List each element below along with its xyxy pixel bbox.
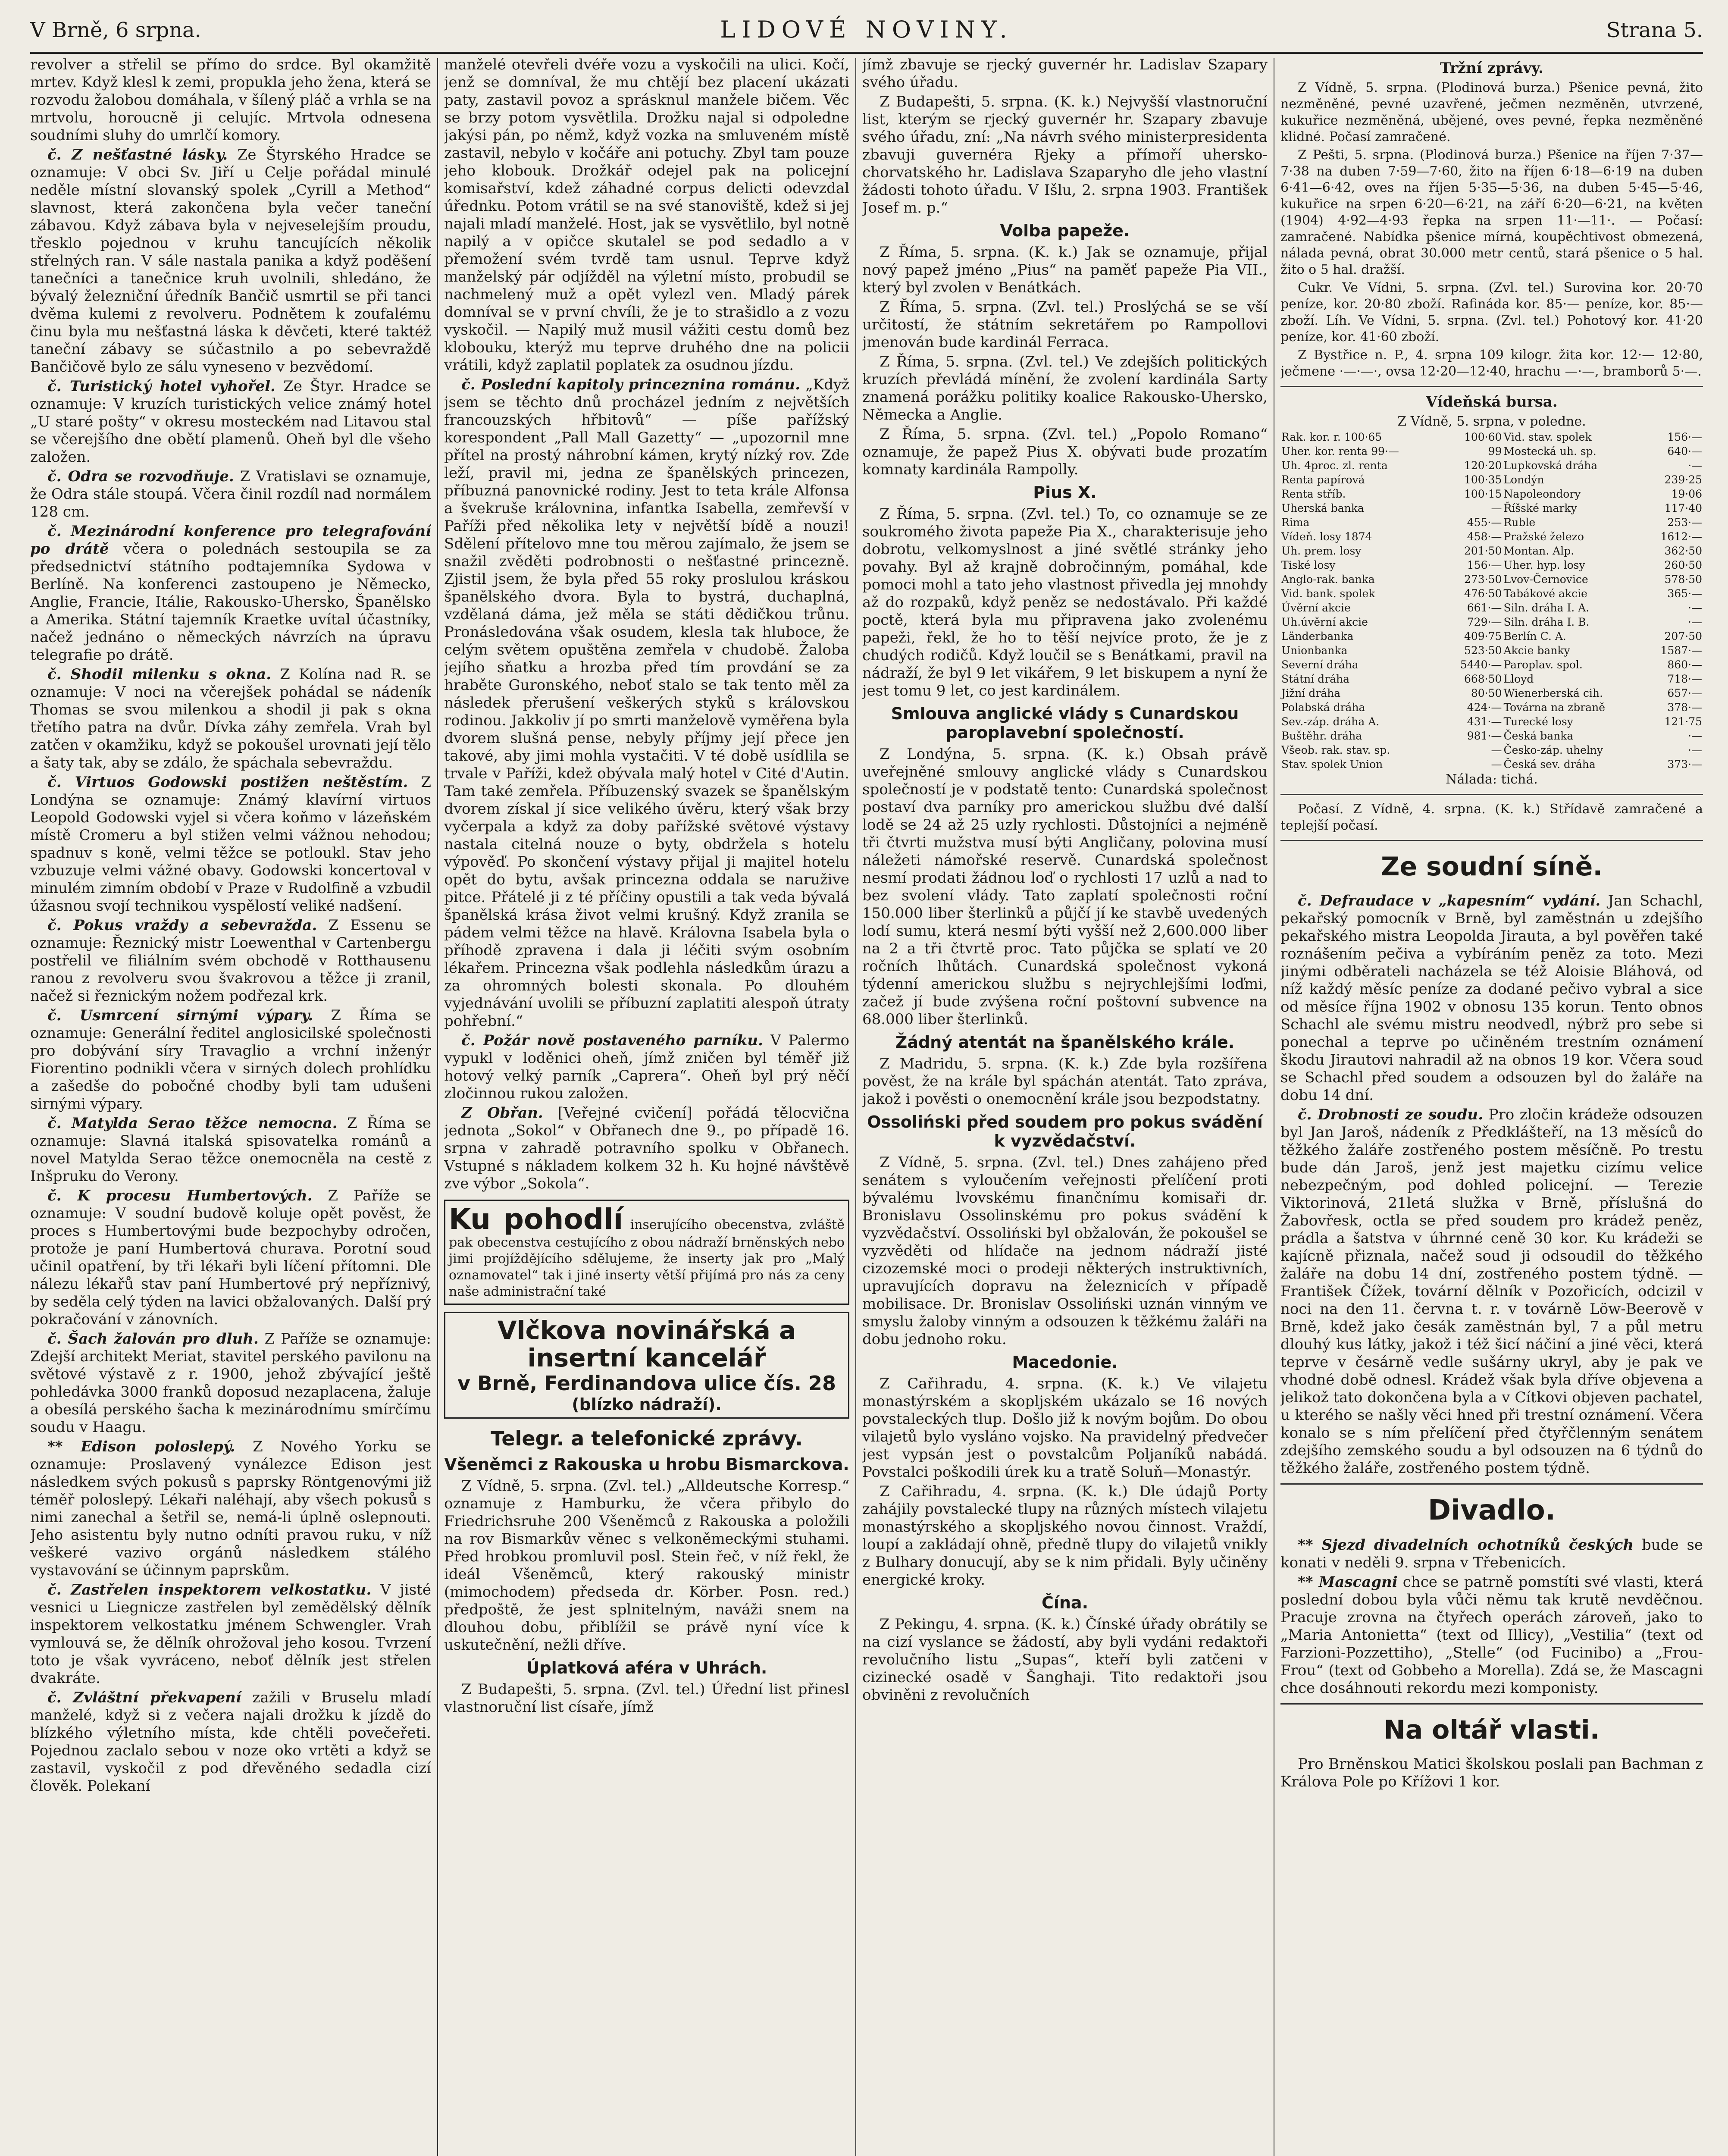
stock-name: Mostecká uh. sp. bbox=[1503, 445, 1597, 458]
article-title: č. K procesu Humbertových. bbox=[47, 1187, 313, 1204]
article-title: č. Pokus vraždy a sebevražda. bbox=[47, 917, 317, 934]
article bbox=[30, 774, 431, 915]
article-body: [Veřejné cvičení] pořádá tělocvična jednota „Sokol“ v Obřanech dne 9., po případě 16. srpna v zahradě potravního spolku v Obřanech. Vstupné s nákladem kolkem 32 h. Ku hojné návštěvě zve výbor „Sokola“. bbox=[444, 1104, 849, 1192]
section-title-theatre: Divadlo. bbox=[1428, 1495, 1556, 1526]
stock-name: Státní dráha bbox=[1281, 673, 1350, 685]
stock-price: 378·— bbox=[1667, 701, 1702, 714]
stock-name: Továrna na zbraně bbox=[1503, 701, 1606, 714]
stock-row bbox=[1280, 643, 1703, 658]
article bbox=[30, 378, 431, 466]
article-title: č. Zastřelen inspektorem velkostatku. bbox=[47, 1581, 372, 1598]
stock-name: Paroplav. spol. bbox=[1503, 658, 1583, 671]
stock-price: — bbox=[1491, 758, 1502, 771]
article-body: Z Vídně, 5. srpna. (Zvl. tel.) „Alldeutsche Korresp.“ oznamuje z Hamburku, že včera přibylo do Friedrichsruhe 200 Všeněmců z Rakouska a položili na rov Bismarkův věnec s velkoněmeckými stuhami. Před hrobkou promluvil posl. Stein řeč, v níž řekl, že ideál Všeněmců, který rakouský ministr (mimochodem) předseda dr. Körber. Posn. red.) předpoště, že jest splnitelným, naváži snem na dlouhou dobu, přiblížil se právě nyní více k uskutečnění, nežli dříve. bbox=[444, 1477, 849, 1654]
stock-price: 661·— bbox=[1467, 602, 1502, 614]
article-title: č. Z nešťastné lásky. bbox=[47, 146, 228, 163]
stock-price: 156·— bbox=[1467, 559, 1502, 571]
bourse-subtitle: Z Vídně, 5. srpna, v poledne. bbox=[1397, 414, 1586, 429]
article-title: č. Poslední kapitoly princeznina románu. bbox=[461, 376, 800, 393]
divider bbox=[1280, 1703, 1703, 1705]
article-body: Z Říma, 5. srpna. (Zvl. tel.) Ve zdejších politických kruzích převládá mínění, že zvolení kardinála Sarty znamená porážku politiky koalice Rakousko-Uhersko, Německa a Anglie. bbox=[862, 353, 1268, 423]
stock-name: Lloyd bbox=[1503, 673, 1534, 685]
stock-row bbox=[1280, 629, 1703, 643]
stock-name: Renta stříb. bbox=[1281, 488, 1346, 500]
article-body: Z Nového Yorku se oznamuje: Proslavený vynálezce Edison jest následkem svých pokusů s paprsky Röntgenovými již téměř poloslepý. Lékaři naléhají, aby všech pokusů s nimi zanechal a šetřil se, nemá-li úplně oslepnouti. Jeho asistentu byly nutno odníti pravou ruku, v níž veškeré vazivo orgánů následkem stálého vystavování se účinnym paprskům. bbox=[30, 1438, 431, 1579]
column-4 bbox=[1280, 56, 1703, 2156]
stock-price: ·— bbox=[1688, 602, 1702, 614]
article-title: č. Usmrcení sirnými výpary. bbox=[47, 1007, 313, 1024]
article bbox=[1280, 1106, 1703, 1477]
stock-name: Tiské losy bbox=[1281, 559, 1336, 571]
article-body: bude se konati v neděli 9. srpna v Třebenicích. bbox=[1280, 1536, 1703, 1571]
article-title: č. Defraudace v „kapesním“ vydání. bbox=[1298, 892, 1601, 909]
stock-price: 729·— bbox=[1467, 616, 1502, 628]
stock-name: Lvov-Černovice bbox=[1503, 573, 1588, 586]
article bbox=[30, 666, 431, 772]
masthead: LIDOVÉ NOVINY. bbox=[720, 16, 1013, 43]
article-body: Z Říma, 5. srpna. (Zvl. tel.) Proslýchá se se vší určitostí, že státním sekretářem po Rampollovi jmenován bude kardinál Ferraca. bbox=[862, 298, 1268, 351]
article bbox=[30, 523, 431, 664]
stock-name: Rima bbox=[1281, 516, 1310, 529]
stock-name: Vid. stav. spolek bbox=[1503, 431, 1592, 443]
ad-subtitle: (blízko nádraží). bbox=[572, 1395, 722, 1414]
article-body: Z Říma, 5. srpna. (K. k.) Jak se oznamuje, přijal nový papež jméno „Pius“ na paměť papeže Pia VII., který byl zvolen v Benátkách. bbox=[862, 244, 1268, 296]
stock-name: Uher. kor. renta 99·— bbox=[1281, 445, 1399, 458]
article-title: č. Šach žalován pro dluh. bbox=[47, 1330, 259, 1348]
stock-row bbox=[1280, 729, 1703, 743]
article-body: Z Pekingu, 4. srpna. (K. k.) Čínské úřady obrátily se na cizí vyslance se žádostí, aby byli vydáni redaktoři revolučního listu „Supas“, kteří byli zatčeni v cizinecké osadě v Šanghaji. Tito redaktoři jsou obviněni z revolučních bbox=[862, 1616, 1268, 1704]
stock-name: Říšské marky bbox=[1503, 502, 1577, 514]
stock-name: Pražské železo bbox=[1503, 530, 1584, 543]
stock-row bbox=[1280, 572, 1703, 586]
article-body: Ze Štyr. Hradce se oznamuje: V kruzích turistických velice známý hotel „U staré pošty“ v okresu mosteckém nad Litavou stal se včerejšího dne obětí plamenů. Oheň byl dle všeho založen. bbox=[30, 378, 431, 466]
market-report: Cukr. Ve Vídni, 5. srpna. (Zvl. tel.) Surovina kor. 20·70 peníze, kor. 20·80 zboží. Rafináda kor. 85·— peníze, kor. 85·— zboží. Líh. Ve Vídni, 5. srpna. (Zvl. tel.) Pohotový kor. 41·20 peníze, kor. 41·60 zboží. bbox=[1280, 280, 1703, 345]
column-divider bbox=[437, 58, 438, 2156]
article-body: Z Cařihradu, 4. srpna. (K. k.) Ve vilajetu monastýrském a skopljském ukázalo se 16 nových povstaleckých tlup. Došlo již k novým bojům. Do obou vilajetů bylo vysláno vojsko. Na pravidelný předvečer jest vypsán jest o povstalcům Poljaníků nabádá. Povstalci poškodili úrek ku a tratě Soluň—Monastýr. bbox=[862, 1375, 1268, 1481]
article-body: V jisté vesnici u Liegnicze zastřelen byl zemědělský dělník inspektorem velkostatku jménem Schwengler. Vrah vymlouvá se, že dělník ohrožoval jeho kosou. Tvrzení toto je však vyvráceno, neboť dělník jest střelen dvakráte. bbox=[30, 1581, 431, 1687]
market-report: Z Vídně, 5. srpna. (Plodinová burza.) Pšenice pevná, žito nezměněné, pevné uzavřené, ječmen nezměněn, utvrzené, kukuřice nezměněná, ubějené, oves pevné, řepka nezměněné klidné. Počasí zamračené. bbox=[1280, 80, 1703, 144]
stock-price: 373·— bbox=[1667, 758, 1702, 771]
article-continuation: jímž zbavuje se rjecký guvernér hr. Ladislav Szapary svého úřadu. bbox=[862, 56, 1268, 91]
stock-price: 99 bbox=[1488, 445, 1502, 458]
stock-name: Montan. Alp. bbox=[1503, 545, 1575, 557]
stock-price: 273·50 bbox=[1464, 573, 1502, 586]
stock-name: Česko-záp. uhelny bbox=[1503, 744, 1603, 756]
article bbox=[30, 1330, 431, 1436]
article-title: č. Turistický hotel vyhořel. bbox=[47, 378, 275, 395]
weather-report: Počasí. Z Vídně, 4. srpna. (K. k.) Střídavě zamračené a teplejší počasí. bbox=[1280, 802, 1703, 833]
article-body: Z Cařihradu, 4. srpna. (K. k.) Dle údajů Porty zahájily povstalecké tlupy na různých místech vilajetu monastýrského a skopljského novou činnost. Vraždí, loupí a zakládají ohně, předně tlupy do vilajetů vnikly z Bulhary donucují, aby se k nim přidali. Byly učiněny energické kroky. bbox=[862, 1483, 1268, 1589]
bourse-mood: Nálada: tichá. bbox=[1446, 772, 1538, 787]
article-body: Z Říma se oznamuje: Generální ředitel anglosicilské společnosti pro dobývání síry Travaglio a vrchní inženýr Fiorentino podnikli včera v sirných dolech prohlídku a zašedše do pobočné chodby byli tam udušeni sirnými výpary. bbox=[30, 1007, 431, 1112]
stock-price: 523·50 bbox=[1464, 644, 1502, 657]
ad-title: Vlčkova novinářská a insertní kancelář bbox=[497, 1316, 796, 1373]
article-body: Z Londýna se oznamuje: Známý klavírní virtuos Leopold Godowski vyjel si včera koňmo v lázeňském místě Cromeru a byl stižen velmi vážnou nehodou; spadnuv s koně, velmi těžce se potloukl. Stav jeho vzbuzuje velmi vážné obavy. Godowski koncertoval v minulém zimním období v Praze v Rudolfině a vzbudil úžasnou svojí technikou vyspělostí veliké nadšení. bbox=[30, 774, 431, 915]
stock-price: ·— bbox=[1688, 744, 1702, 756]
stock-price: 409·75 bbox=[1464, 630, 1502, 642]
stock-row bbox=[1280, 430, 1703, 444]
stock-name: Severní dráha bbox=[1281, 658, 1359, 671]
stock-price: 1612·— bbox=[1660, 530, 1702, 543]
stock-row bbox=[1280, 530, 1703, 544]
stock-price: ·— bbox=[1688, 459, 1702, 472]
article-title: č. Požár nově postaveného parníku. bbox=[461, 1032, 763, 1049]
article-title: Z Obřan. bbox=[461, 1104, 543, 1122]
stock-row bbox=[1280, 672, 1703, 686]
stock-price: 121·75 bbox=[1664, 715, 1702, 728]
stock-price: 458·— bbox=[1467, 530, 1502, 543]
stock-row bbox=[1280, 714, 1703, 729]
stock-price: 260·50 bbox=[1664, 559, 1702, 571]
article-title: č. Matylda Serao těžce nemocna. bbox=[47, 1115, 338, 1132]
article-body: Z Budapešti, 5. srpna. (K. k.) Nejvyšší vlastnoruční list, kterým se rjecký guvernér hr. Szapary zbavuje svého úřadu, zní: „Na návrh svého ministerpresidenta zbavuji guvernéra Rjeky a přímoří uhersko-chorvatského hr. Ladislava Szaparyho dle jeho vlastní žádosti tohoto úřadu. V Išlu, 2. srpna 1903. František Josef m. p.“ bbox=[862, 93, 1268, 216]
stock-name: Uherská banka bbox=[1281, 502, 1364, 514]
article-body: Z Essenu se oznamuje: Řeznický mistr Loewenthal v Cartenbergu postřelil ve filiálním svém obchodě v Rotthausenu ranou z revolveru svou švakrovou a těžce ji zranil, načež si řeznickým nožem podřezal krk. bbox=[30, 917, 431, 1005]
article bbox=[30, 1115, 431, 1185]
article-headline: Žádný atentát na španělského krále. bbox=[895, 1033, 1235, 1052]
stock-price: 207·50 bbox=[1664, 630, 1702, 642]
article bbox=[1280, 892, 1703, 1104]
stock-name: Polabská dráha bbox=[1281, 701, 1365, 714]
market-report: Z Pešti, 5. srpna. (Plodinová burza.) Pšenice na říjen 7·37—7·38 na duben 7·59—7·60, žito na říjen 6·18—6·19 na duben 6·41—6·42, oves na říjen 5·35—5·36, na duben 5·45—5·46, kukuřice na srpen 6·20—6·21, na září 6·20—6·21, na květen (1904) 4·92—4·93 řepka na srpen 11·—11·. — Počasí: zamračené. Nabídka pšenice mírná, koupěchtivost obmezená, nálada pevná, obrat 30.000 metr centů, stará pšenice o 5 hal. žito o 5 hal. dražší. bbox=[1280, 147, 1703, 277]
stock-price: 120·20 bbox=[1464, 459, 1502, 472]
article bbox=[30, 468, 431, 521]
stock-price: 431·— bbox=[1467, 715, 1502, 728]
ad-headline: Ku pohodlí bbox=[449, 1203, 623, 1236]
stock-price: 657·— bbox=[1667, 687, 1702, 699]
divider bbox=[1280, 386, 1703, 387]
stock-name: Siln. dráha I. A. bbox=[1503, 602, 1590, 614]
section-title-market: Tržní zprávy. bbox=[1440, 60, 1543, 77]
stock-name: Renta papírová bbox=[1281, 473, 1365, 486]
stock-price: 5440·— bbox=[1460, 658, 1502, 671]
stock-name: Stav. spolek Union bbox=[1281, 758, 1383, 771]
stock-name: Úvěrní akcie bbox=[1281, 602, 1351, 614]
stock-row bbox=[1280, 757, 1703, 771]
article bbox=[30, 1689, 431, 1795]
article-body: Pro zločin krádeže odsouzen byl Jan Jaroš, nádeník z Předklášteří, na 13 měsíců do těžkého žaláře zostřeného postem měsíčně. Po trestu bude dán Jaroš, jenž jest majetku cizímu velice nebezpečným, pod dohled policejní. — Terezie Viktorinová, 21letá služka v Brně, příslušná do Žabovřesk, octla se před soudem pro krádež peněz, prádla a šatstva v úhrnné ceně 30 kor. Ku krádeži se kajícně přiznala, načež soud ji odsoudil do těžkého žaláře na dobu 14 dní, zostřeného postem týdně. — František Čížek, tovární dělník v Pozořicích, odcizil v noci na den 11. června t. r. v továrně Löw-Beerově v Brně, kdež jako česák zaměstnán byl, 7 a půl metru dlouhý kus látky, jakož i též šicí náčiní a jiné věci, která teprve v česárně vedle sušárny ukryl, aby je pak ve vhodné době odnesl. Krádež však byla dříve objevena a jelikož tato dokončena byla a v Cítkovi objeven pachatel, u kterého se našly věci hned při trestní oznámení. Včera konalo se s ním přelíčení před čtyřčlenným senátem zdejšího zemského soudu a byl odsouzen na 6 týdnů do těžkého žaláře, zostřeného postem týdně. bbox=[1280, 1106, 1703, 1477]
section-title-telegraph: Telegr. a telefonické zprávy. bbox=[491, 1427, 803, 1450]
article bbox=[30, 917, 431, 1005]
stock-name: Buštěhr. dráha bbox=[1281, 730, 1362, 742]
stock-row bbox=[1280, 501, 1703, 515]
stock-name: Wienerberská cih. bbox=[1503, 687, 1603, 699]
article-body: Z Říma, 5. srpna. (Zvl. tel.) „Popolo Romano“ oznamuje, že papež Pius X. obývati bude prozatím komnaty kardinála Rampolly. bbox=[862, 426, 1268, 478]
article-body: včera o polednách sestoupila se za předsednictví státního podtajemníka Sydowa v Berlíně. Na konferenci zastoupeno je Německo, Anglie, Francie, Itálie, Rakousko-Uhersko, Španělsko a Amerika. Státní tajemník Kraetke uvítal účastníky, načež jednáno o německých návrzích na úpravu telegrafie po drátě. bbox=[30, 540, 431, 664]
section-title-court: Ze soudní síně. bbox=[1381, 852, 1603, 882]
stock-name: Londýn bbox=[1503, 473, 1544, 486]
article-body: Z Paříže se oznamuje: Zdejší architekt Meriat, stavitel perského pavilonu na světové výstavě z r. 1900, jehož zbývající ještě pohledávka 3000 franků doposud nezaplacena, žaluje a obesílá perského šacha k mezinárodnímu smírčímu soudu v Haagu. bbox=[30, 1330, 431, 1436]
header-date: V Brně, 6 srpna. bbox=[30, 18, 201, 42]
article-headline: Čína. bbox=[1041, 1593, 1089, 1612]
article-title: ** Mascagni bbox=[1298, 1573, 1398, 1591]
stock-name: Länderbanka bbox=[1281, 630, 1354, 642]
article-body: Z Vratislavi se oznamuje, že Odra stále stoupá. Včera činil rozdíl nad normálem 128 cm. bbox=[30, 468, 431, 520]
article-body: Z Paříže se oznamuje: V soudní budově koluje opět pověst, že proces s Humbertovými bude bezpochyby odročen, protože je paní Humbertová churava. Porotní soud učinil opatření, by tři lékaři byli líčení přítomni. Dle nálezu lékařů stav paní Humbertové prý nepříznivý, by sedělа celý týden na lavici obžalovaných. Další prý pokračování v zánovních. bbox=[30, 1187, 431, 1328]
column-1 bbox=[30, 56, 431, 2156]
article-headline: Macedonie. bbox=[1012, 1353, 1118, 1372]
article-body: Ze Štyrského Hradce se oznamuje: V obci Sv. Jiří u Celje pořádal minulé neděle místní slovanský spolek „Cyrill a Method“ slavnost, která zakončena byla večer taneční zábavou. Když zábava byla v nejveselejším proudu, třesklo pojednou v kruhu tancujících několik střelných ran. V sále nastala panika a když poděšení tanečníci a tanečnice kruh uvolnili, shledáno, že bývalý železniční úředník Bančič usmrtil se při tanci dvěma kulemi z revolveru. Podnětem k zoufalému činu byla mu nešťastná láska k děvčeti, které taktéž taneční zábavy se súčastnilo a po sebevraždě Bančičově bylo ze sálu vyneseno v bezvědomí. bbox=[30, 146, 431, 376]
stock-row bbox=[1280, 515, 1703, 530]
stock-name: Unionbanka bbox=[1281, 644, 1348, 657]
stock-row bbox=[1280, 601, 1703, 615]
stock-name: Sev.-záp. dráha A. bbox=[1281, 715, 1380, 728]
stock-name: Lupkovská dráha bbox=[1503, 459, 1598, 472]
article-headline: Ossoliński před soudem pro pokus svádění k vyzvědačství. bbox=[867, 1112, 1263, 1150]
article-body: Z Říma se oznamuje: Slavná italská spisovatelka románů a novel Matylda Serao těžce onemocněla na cestě z Inšpruku do Verony. bbox=[30, 1115, 431, 1185]
article bbox=[30, 1187, 431, 1329]
stock-price: 253·— bbox=[1667, 516, 1702, 529]
stock-name: Uher. hyp. losy bbox=[1503, 559, 1585, 571]
article-body: „Když jsem se těchto dnů procházel jedním z největších francouzských hřbitovů“ — píše pařížský korespondent „Pall Mall Gazetty“ — „upozornil mne přítel na prostý náhrobní kámen, krytý nízký rov. Zde leží, pravil mi, jedna ze španělských princezen, příbuzná panovnické rodiny. Jest to teta krále Alfonsa a švekruše královnina, infantka Isabella, zemřevší v Paříži před několika lety v největší bídě a nouzi! Sdělení přítelovo mne tou měrou zajímalo, že jsem se snažil zvěděti podrobnosti o nešťastné princezně. Zjistil jsem, že byla před 55 roky proslulou kráskou španělského dvora. Byla to bystrá, duchaplná, vzdělaná dáma, jež měla se státi dědičkou trůnu. Pronásledována však osudem, klesla tak hluboce, že celým světem opuštěna zemřela v chudobě. Žaloba jejího sňatku a hrozba před tím provdání se za hraběte Guronského, neboť stalo se tak tento měl za následek přerušení veškerých styků s královskou rodinou. Jakkoliv jí po smrti manželově vyměřena byla dvorem slušná pense, nebyly příjmy její přece jen takové, aby jimi mohla vystačiti. V té době usídlila se trvale v Paříži, kdež obývala malý hotel v Cité d'Autin. Tam také zemřela. Příbuzenský svazek se španělským dvorem získal jí sice velikého úvěru, který však brzy vyčerpala a když za doby pařížské světové výstavy nastala citelná nouze o byty, obdržela s hotelu výpověď. Po skončení výstavy přijal ji majitel hotelu opět do bytu, avšak princezna oddala se naružive pitce. Přátelé ji z té příčiny opustili a tak veda bývalá španělská krása život velmi krušný. Když zranila se pádem velmi těžce na hlavě. Královna Isabela byla o příhodě zpravena i dala ji léčiti svým osobním lékařem. Princezna však podlehla následkům úrazu a za ohromných bolesti skonala. Po dlouhém vyjednávání uvolili se příbuzní zaplatiti alespoň útraty pohřební.“ bbox=[444, 376, 849, 1030]
article-title: č. Drobnosti ze soudu. bbox=[1298, 1106, 1484, 1123]
article-headline: Smlouva anglické vlády s Cunardskou paroplavební společností. bbox=[891, 704, 1239, 742]
article-body: Z Říma, 5. srpna. (Zvl. tel.) To, co oznamuje se ze soukromého života papeže Pia X., charakterisuje jeho dobrotu, velkomyslnost a jiné světlé stránky jeho povahy. Byl až krajně dobročinným, pomáhal, kde pomoci mohl a tato jeho vlastnost přivedla jej mnohdy až do rozpaků, když peněz se nedostávalo. Při každé poctě, která byla mu připravena jako zvolenému papeži, řekl, že ho to těší nejvíce proto, že je z chudých rodičů. Když loučil se s Benátkami, pravil na nádraží, že byl 9 let vikářem, 9 let biskupem a nyní že jest tomu 9 let, co jest kardinálem. bbox=[862, 505, 1268, 699]
page-number: Strana 5. bbox=[1606, 18, 1703, 42]
stock-name: Uh.úvěrní akcie bbox=[1281, 616, 1368, 628]
stock-row bbox=[1280, 544, 1703, 558]
divider bbox=[1280, 840, 1703, 841]
ad-address: v Brně, Ferdinandova ulice čís. 28 bbox=[457, 1372, 836, 1395]
stock-name: Vid. bank. spolek bbox=[1281, 587, 1375, 600]
article bbox=[444, 376, 849, 1030]
stock-name: Napoleondory bbox=[1503, 488, 1581, 500]
stock-row bbox=[1280, 473, 1703, 487]
stock-row bbox=[1280, 658, 1703, 672]
stock-row bbox=[1280, 458, 1703, 473]
stock-row bbox=[1280, 743, 1703, 757]
stock-price: ·— bbox=[1688, 730, 1702, 742]
stock-row bbox=[1280, 487, 1703, 501]
stock-price: ·— bbox=[1688, 616, 1702, 628]
column-divider bbox=[855, 58, 856, 2156]
stock-price: 365·— bbox=[1667, 587, 1702, 600]
divider bbox=[1280, 794, 1703, 795]
stock-price: 424·— bbox=[1467, 701, 1502, 714]
stock-name: Česká sev. dráha bbox=[1503, 758, 1596, 771]
article bbox=[30, 146, 431, 376]
stock-name: Vídeň. losy 1874 bbox=[1281, 530, 1372, 543]
stock-row bbox=[1280, 615, 1703, 629]
stock-row bbox=[1280, 444, 1703, 458]
article-body: Z Vídně, 5. srpna. (Zvl. tel.) Dnes zahájeno před senátem s vyloučením veřejnosti přelíčení proti bývalému lvovskému finančnímu komisaři dr. Bronislavu Ossolinskému pro pokus svádění k vyzvědačství. Ossoliński byl obžalován, že pokoušel se vyzvěděti od hlídače na jednom nádraží jisté cizozemské moci o prodeji některých instruktivních, upravujících dopravu na železnicích v případě mobilisace. Dr. Bronislav Ossoliński uznán vinným ve smyslu žaloby vinným a odsouzen k těžkému žaláři na dobu jednoho roku. bbox=[862, 1154, 1268, 1348]
article-body: chce se patrně pomstíti své vlasti, která poslední dobou byla vůči němu tak krutě nevděčnou. Pracuje zrovna na čtyřech operách zároveň, jako to „Maria Antonietta“ (text od Illicy), „Vestilia“ (text od Farzioni-Pozzettiho), „Stelle“ (od Fucinibo) a „Frou-Frou“ (text od Gobbeho a Morella). Zdá se, že Mascagni chce dosáhnouti rekordu mezi komponisty. bbox=[1280, 1573, 1703, 1697]
article bbox=[30, 1007, 431, 1113]
article bbox=[444, 1104, 849, 1193]
stock-price: 100·15 bbox=[1464, 488, 1502, 500]
article-body: Z Londýna, 5. srpna. (K. k.) Obsah právě uveřejněné smlouvy anglické vlády s Cunardskou společností je v podstatě tento: Cunardská společnost postaví dva parníky pro americkou službu dvé další lodě se 24 až 25 uzly rychlosti. Důstojníci a nejméně tři čtvrti mužstva musí býti Angličany, polovina musí náležeti námořské reservě. Cunardská společnost nesmí prodati žádnou loď o rychlosti 17 uzlů a nad to bez svolení vlády. Tato zaplatí společnosti roční 150.000 liber šterlinků a půjčí jí ke stavbě uvedených lodí sumu, která nesmí býti vyšší než 2,600.000 liber na 2 a tři čtvrtě proc. Tato půjčka se splatí ve 20 ročních lhůtách. Cunardská společnost vykoná týdenní americkou službu s nejrychlejšími loďmi, začež jí bude zvýšena roční poštovní subvence na 68.000 liber šterlinků. bbox=[862, 746, 1268, 1028]
article-title: ** Sjezd divadelních ochotníků českých bbox=[1298, 1536, 1634, 1554]
article-title: č. Odra se rozvodňuje. bbox=[47, 468, 234, 485]
stock-price: 80·50 bbox=[1471, 687, 1502, 699]
article bbox=[30, 1581, 431, 1687]
stock-row bbox=[1280, 700, 1703, 714]
stock-price: 117·40 bbox=[1664, 502, 1702, 514]
stock-price: 981·— bbox=[1467, 730, 1502, 742]
advertisement-ku-pohodli bbox=[444, 1200, 849, 1305]
article-headline: Pius X. bbox=[1033, 483, 1097, 502]
stock-price: 100·60 bbox=[1464, 431, 1502, 443]
article-title: č. Shodil milenku s okna. bbox=[47, 666, 272, 683]
column-3 bbox=[862, 56, 1268, 2156]
stock-name: Ruble bbox=[1503, 516, 1536, 529]
article-title: č. Zvláštní překvapení bbox=[47, 1689, 241, 1706]
stock-price: 668·50 bbox=[1464, 673, 1502, 685]
stock-price: 640·— bbox=[1667, 445, 1702, 458]
ad-text: inserujícího obecenstva, zvláště pak obecenstva cestujícího z obou nádraží brněnských nebo jimi projíždějícího sdělujeme, že inserty jak pro „Malý oznamovatel“ tak i jiné inserty větší přijímá pro nás za ceny naše administrační také bbox=[449, 1217, 845, 1299]
article-title: č. Mezinárodní konference pro telegrafování po drátě bbox=[30, 523, 431, 558]
stock-price: 1587·— bbox=[1660, 644, 1702, 657]
stock-name: Turecké losy bbox=[1503, 715, 1573, 728]
stock-name: Rak. kor. r. 100·65 bbox=[1281, 431, 1382, 443]
article-headline: Úplatková aféra v Uhrách. bbox=[526, 1658, 767, 1677]
stock-name: Uh. 4proc. zl. renta bbox=[1281, 459, 1388, 472]
stock-row bbox=[1280, 558, 1703, 572]
stock-name: Všeob. rak. stav. sp. bbox=[1281, 744, 1390, 756]
section-title-bourse: Vídeňská bursa. bbox=[1426, 393, 1558, 411]
stock-name: Uh. prem. losy bbox=[1281, 545, 1362, 557]
stock-price: 476·50 bbox=[1464, 587, 1502, 600]
stock-price: — bbox=[1491, 744, 1502, 756]
stock-name: Jižní dráha bbox=[1281, 687, 1341, 699]
article-headline: Volba papeže. bbox=[1000, 221, 1130, 240]
stock-price: 455·— bbox=[1467, 516, 1502, 529]
page-header bbox=[30, 13, 1703, 54]
article bbox=[444, 1032, 849, 1103]
stock-name: Tabákové akcie bbox=[1503, 587, 1587, 600]
stock-price: 578·50 bbox=[1664, 573, 1702, 586]
article bbox=[30, 1438, 431, 1579]
article-body: Jan Schachl, pekařský pomocník v Brně, byl zaměstnán u zdejšího pekařského mistra Leopolda Jirauta, a byl pověřen také roznášením pečiva a vybíráním peněz za toto. Mezi jinými odběrateli nacházela se též Aloisie Bláhová, od níž každý měsíc peníze za dodané pečivo vybral a sice od měsíce října 1902 v obnosu 135 korun. Tento obnos Schachl ale svému mistru neodvedl, nýbrž pro sebe si ponechal a teprve po učiněném trestním oznámení škodu Jirautovi nahradil až na obnos 19 kor. Včera soud se Schachl před soudem a odsouzen byl do žaláře na dobu 14 dní. bbox=[1280, 892, 1703, 1104]
article-headline: Všeněmci z Rakouska u hrobu Bismarckova. bbox=[444, 1455, 849, 1474]
article-continuation: revolver a střelil se přímo do srdce. Byl okamžitě mrtev. Když klesl k zemi, propukla jeho žena, která se rozvodu žalobou domáhala, v šílený pláč a vrhla se na mrtvolu, horoucně ji celujíc. Mrtvola odnesena soudními sluhy do umrlčí komory. bbox=[30, 56, 431, 144]
article bbox=[1280, 1573, 1703, 1697]
stock-price: 239·25 bbox=[1664, 473, 1702, 486]
article-body: Z Kolína nad R. se oznamuje: V noci na včerejšek pohádal se nádeník Thomas se svou milenkou a shodil ji pak s okna třetího patra na dvůr. Dívka záhy zemřela. Vrah byl zatčen v okamžiku, když se pokoušel urovnati její tělo a šaty tak, aby se zdálo, že spáchala sebevraždu. bbox=[30, 666, 431, 771]
column-2 bbox=[444, 56, 849, 2156]
article-continuation: manželé otevřeli dvéře vozu a vyskočili na ulici. Kočí, jenž se domníval, že mu chtějí bez placení ukázati paty, zastavil povoz a sprásknul manžele bičem. Věc se brzy potom vysvětlila. Drožku najal si odpoledne jakýsi pán, po němž, když vozka na smluveném místě zastavil, nebylo v kočáře ani potuchy. Zbyl tam pouze jeho klobouk. Drožkář odejel pak na policejní komisařství, kdež záhadné corpus delicti odevzdal úřednku. Potom vrátil se na své stanoviště, kdež si jej najali mladí manželé. Host, jak se vysvětlilo, byl notně napilý a v opičce skutalel se pod sedadlo a v přemožení svém tvrdě tam usnul. Teprve když manželský pár odjížděl na výletní místo, probudil se nachmelený muž a opět vylezl ven. Mladý párek domníval se v první chvíli, že je to strašidlo a z vozu vyskočil. — Napilý muž musil vážiti cestu domů bez klobouku, kterýž mu teprve druhého dne na policii vrátili, když zaplatil poplatek za osudnou jízdu. bbox=[444, 56, 849, 374]
stock-price: 860·— bbox=[1667, 658, 1702, 671]
article-body: zažili v Bruselu mladí manželé, když si z večera najali drožku k jízdě do blízkého výletního místa, kde chtěli povečeřeti. Pojednou zaclalo sebou v noze oko vrtěti a když se zastavil, vyskočil z pod dřevěného sedadla cizí člověk. Polekaní bbox=[30, 1689, 431, 1795]
stock-price: 19·06 bbox=[1671, 488, 1702, 500]
stock-name: Berlín C. A. bbox=[1503, 630, 1566, 642]
stock-price: 156·— bbox=[1667, 431, 1702, 443]
stock-price: 718·— bbox=[1667, 673, 1702, 685]
stock-name: Siln. dráha I. B. bbox=[1503, 616, 1590, 628]
article bbox=[1280, 1536, 1703, 1572]
article-body: Z Madridu, 5. srpna. (K. k.) Zde byla rozšířena pověst, že na krále byl spáchán atentát. Tato zpráva, jakož i pověsti o onemocnění krále jsou bezpodstatny. bbox=[862, 1055, 1268, 1108]
article-title: č. Virtuos Godowski postižen neštěstím. bbox=[47, 774, 408, 791]
advertisement-vlckova-kancelar bbox=[444, 1312, 849, 1419]
stock-row bbox=[1280, 686, 1703, 700]
divider bbox=[1280, 1483, 1703, 1485]
stock-row bbox=[1280, 586, 1703, 601]
section-title-altar: Na oltář vlasti. bbox=[1384, 1715, 1600, 1745]
stock-table bbox=[1280, 430, 1703, 771]
market-report: Z Bystřice n. P., 4. srpna 109 kilogr. žita kor. 12·— 12·80, ječmene ·—·—·, ovsa 12·20—12·40, hrachu —·—, bramborů 5·—. bbox=[1280, 348, 1703, 379]
article-body: V Palermo vypukl v loděnici oheň, jímž zničen byl téměř již hotový velký parník „Caprera“. Oheň byl prý něčí zločinnou rukou založen. bbox=[444, 1032, 849, 1102]
stock-price: 201·50 bbox=[1464, 545, 1502, 557]
article-body: Z Budapešti, 5. srpna. (Zvl. tel.) Úřední list přinesl vlastnoruční list císaře, jímž bbox=[444, 1681, 849, 1716]
stock-name: Akcie banky bbox=[1503, 644, 1570, 657]
stock-price: 100·35 bbox=[1464, 473, 1502, 486]
stock-name: Anglo-rak. banka bbox=[1281, 573, 1375, 586]
article-title: ** Edison poloslepý. bbox=[47, 1438, 235, 1455]
article-body: Pro Brněnskou Matici školskou poslali pan Bachman z Králova Pole po Křížovi 1 kor. bbox=[1280, 1755, 1703, 1790]
stock-price: 362·50 bbox=[1664, 545, 1702, 557]
stock-name: Česká banka bbox=[1503, 730, 1574, 742]
stock-price: — bbox=[1491, 502, 1502, 514]
